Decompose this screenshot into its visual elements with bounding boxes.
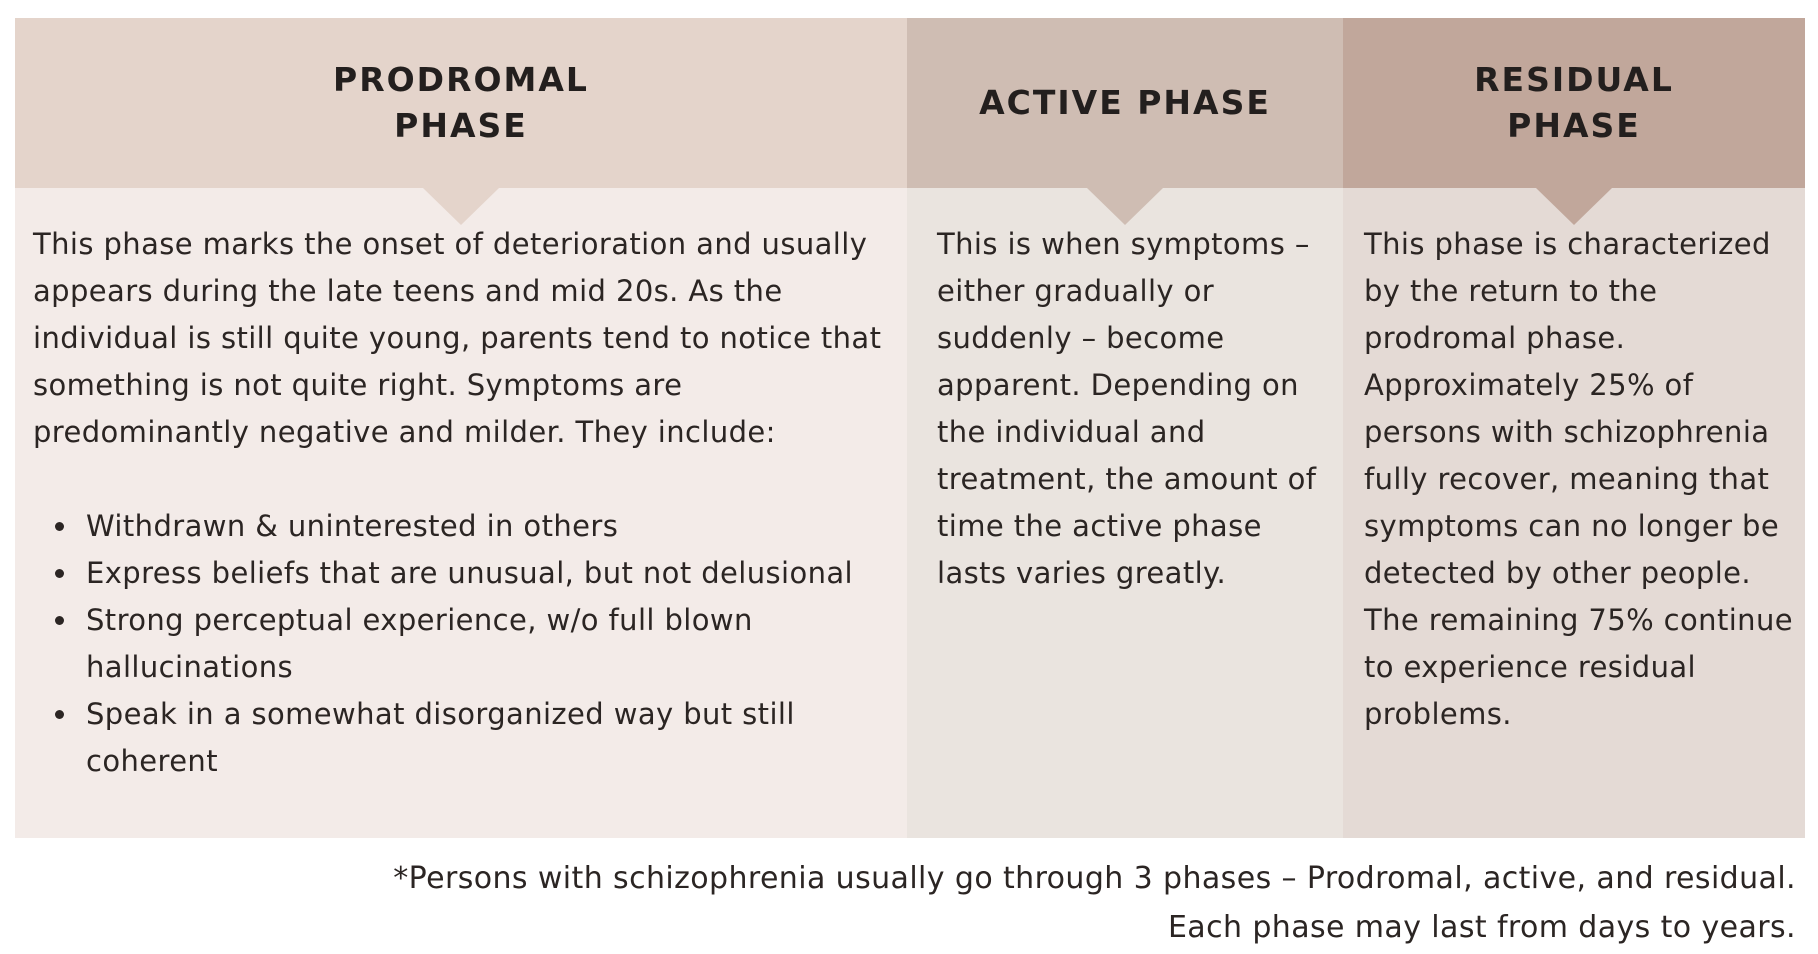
column-prodromal <box>15 18 907 838</box>
list-item-text: Express beliefs that are unusual, but not delusional <box>86 556 854 590</box>
list-item-text: Strong perceptual experience, w/o full blown hallucinations <box>86 603 753 684</box>
bullet-icon <box>55 710 64 719</box>
residual-description: This phase is characterized by the return to the prodromal phase. Approximately 25% of persons with schizophrenia fully recover, meaning that symptoms can no longer be detected by other people. The remaining 75% continue to experience residual problems. <box>1364 227 1793 731</box>
pointer-arrow-icon <box>423 188 499 225</box>
footnote-line-2: Each phase may last from days to years. <box>1167 910 1796 945</box>
column-active <box>907 18 1343 838</box>
footnote <box>393 854 1796 952</box>
footnote-line-1: *Persons with schizophrenia usually go through 3 phases – Prodromal, active, and residual. <box>393 861 1796 896</box>
list-item <box>86 550 889 597</box>
list-item <box>86 503 889 550</box>
column-header-prodromal <box>15 18 907 188</box>
column-residual <box>1343 18 1805 838</box>
bullet-icon <box>55 569 64 578</box>
column-title-prodromal: PRODROMAL PHASE <box>333 60 589 145</box>
pointer-arrow-icon <box>1087 188 1163 225</box>
active-description: This is when symptoms – either gradually or suddenly – become apparent. Depending on the individual and treatment, the amount of time the active phase lasts varies greatly. <box>937 227 1317 590</box>
prodromal-symptom-list <box>33 503 889 785</box>
prodromal-description: This phase marks the onset of deterioration and usually appears during the late teens and mid 20s. As the individual is still quite young, parents tend to notice that something is not quite right. Symptoms are predominantly negative and milder. They include: <box>33 227 882 449</box>
column-body-residual <box>1343 188 1805 738</box>
column-title-residual: RESIDUAL PHASE <box>1474 60 1674 145</box>
phases-table <box>15 18 1805 838</box>
bullet-icon <box>55 616 64 625</box>
list-item-text: Withdrawn & uninterested in others <box>86 509 619 543</box>
pointer-arrow-icon <box>1536 188 1612 225</box>
column-header-residual <box>1343 18 1805 188</box>
list-item <box>86 691 889 785</box>
bullet-icon <box>55 522 64 531</box>
column-title-active: ACTIVE PHASE <box>979 83 1271 122</box>
column-body-prodromal <box>15 188 907 785</box>
list-item <box>86 597 889 691</box>
list-item-text: Speak in a somewhat disorganized way but still coherent <box>86 697 795 778</box>
column-body-active <box>907 188 1343 597</box>
column-header-active <box>907 18 1343 188</box>
